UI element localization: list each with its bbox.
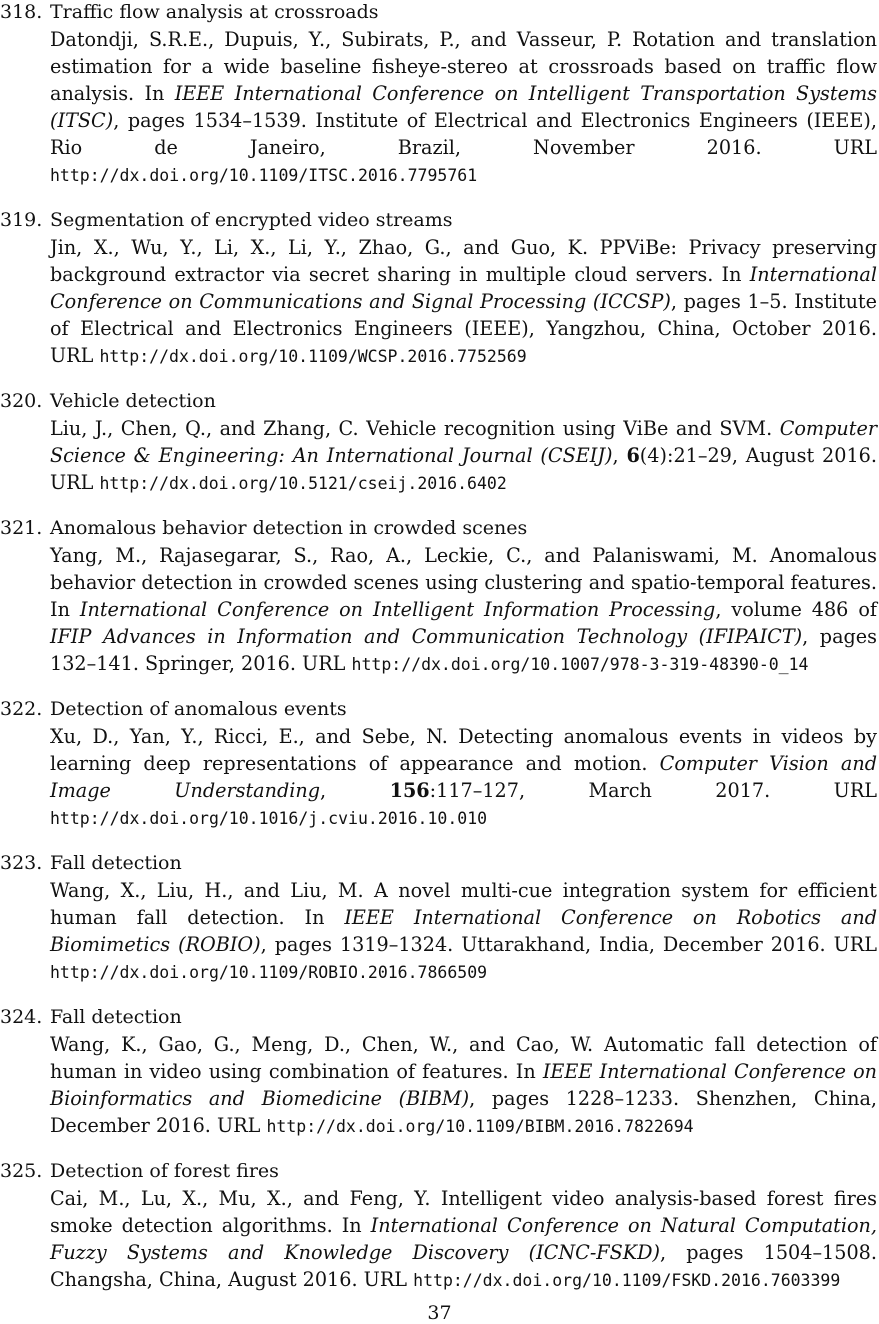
reference-citation: Jin, X., Wu, Y., Li, X., Li, Y., Zhao, G., and Guo, K. PPViBe: Privacy preserving background extractor via secret sharing in multiple cloud servers. In International Conference on Communications and Signal Processing (ICCSP), pages 1–5. Institute of Electrical and Electronics Engineers (IEEE), Yangzhou, China, October 2016. URL http://dx.doi.org/10.1109/WCSP.2016.7752569 (50, 236, 877, 367)
reference-authors: Datondji, S.R.E., Dupuis, Y., Subirats, P., and Vasseur, P. (50, 28, 623, 51)
reference-url[interactable]: http://dx.doi.org/10.1109/BIBM.2016.7822694 (266, 1117, 694, 1136)
reference-authors: Jin, X., Wu, Y., Li, X., Li, Y., Zhao, G., and Guo, K. (50, 236, 589, 259)
reference-authors: Wang, X., Liu, H., and Liu, M. (50, 879, 364, 902)
reference-details: , pages 132–141. Springer, 2016. URL (50, 625, 878, 675)
reference-title: Anomalous behavior detection in crowded scenes using clustering and spatio-temporal features. (50, 544, 877, 594)
reference-topic: Vehicle detection (50, 390, 216, 412)
reference-series: IFIP Advances in Information and Communication Technology (IFIPAICT) (50, 625, 803, 648)
reference-entry-325 (0, 1158, 879, 1294)
reference-topic: Traffic flow analysis at crossroads (50, 1, 379, 23)
reference-title: Detecting anomalous events in videos by learning deep representations of appearance and motion. (50, 725, 877, 775)
reference-url[interactable]: http://dx.doi.org/10.1109/WCSP.2016.7752569 (99, 347, 527, 366)
reference-entry-321 (0, 515, 879, 678)
reference-entry-323 (0, 850, 879, 986)
reference-url[interactable]: http://dx.doi.org/10.1109/ITSC.2016.7795761 (50, 166, 478, 185)
reference-venue: Computer Vision and Image Understanding (50, 752, 877, 802)
reference-authors: Xu, D., Yan, Y., Ricci, E., and Sebe, N. (50, 725, 448, 748)
reference-topic: Fall detection (50, 852, 182, 874)
reference-number: 318. (0, 1, 43, 23)
reference-number: 322. (0, 698, 43, 720)
reference-venue: IEEE International Conference on Intelligent Transportation Systems (ITSC) (50, 82, 877, 132)
reference-venue: International Conference on Natural Computation, Fuzzy Systems and Knowledge Discovery (ICNC-FSKD) (50, 1214, 877, 1264)
page-number: 37 (427, 1302, 452, 1324)
reference-details: , pages 1319–1324. Uttarakhand, India, December 2016. URL (260, 933, 877, 956)
reference-details: (4):21–29, August 2016. URL (50, 444, 877, 494)
reference-authors: Liu, J., Chen, Q., and Zhang, C. (50, 417, 359, 440)
reference-number: 324. (0, 1006, 43, 1028)
reference-details: , pages 1534–1539. Institute of Electrical and Electronics Engineers (IEEE), Rio de Janeiro, Brazil, November 2016. URL (50, 109, 877, 159)
reference-url[interactable]: http://dx.doi.org/10.1016/j.cviu.2016.10.010 (50, 809, 488, 828)
reference-title: PPViBe: Privacy preserving background extractor via secret sharing in multiple cloud servers. (50, 236, 877, 286)
reference-citation: Yang, M., Rajasegarar, S., Rao, A., Leckie, C., and Palaniswami, M. Anomalous behavior detection in crowded scenes using clustering and spatio-temporal features. In International Conference on Intelligent Information Processing, volume 486 of IFIP Advances in Information and Communication Technology (IFIPAICT), pages 132–141. Springer, 2016. URL http://dx.doi.org/10.1007/978-3-319-48390-0_14 (50, 544, 878, 675)
reference-details: , pages 1504–1508. Changsha, China, August 2016. URL (50, 1241, 877, 1291)
reference-title: A novel multi-cue integration system for efficient human fall detection. (50, 879, 877, 929)
reference-citation: Xu, D., Yan, Y., Ricci, E., and Sebe, N. Detecting anomalous events in videos by learning deep representations of appearance and motion. Computer Vision and Image Understanding, 156:117–127, March 2017. URL http://dx.doi.org/10.1016/j.cviu.2016.10.010 (50, 725, 878, 828)
reference-volume: 6 (626, 444, 640, 467)
reference-number: 321. (0, 517, 43, 539)
reference-topic: Anomalous behavior detection in crowded scenes (50, 517, 528, 539)
reference-authors: Cai, M., Lu, X., Mu, X., and Feng, Y. (50, 1187, 431, 1210)
reference-entry-319 (0, 207, 879, 370)
reference-authors: Wang, K., Gao, G., Meng, D., Chen, W., and Cao, W. (50, 1033, 594, 1056)
reference-venue: IEEE International Conference on Bioinformatics and Biomedicine (BIBM) (50, 1060, 878, 1110)
reference-citation: Liu, J., Chen, Q., and Zhang, C. Vehicle recognition using ViBe and SVM. Computer Science & Engineering: An International Journal (CSEIJ), 6(4):21–29, August 2016. URL http://dx.doi.org/10.5121/cseij.2016.6402 (50, 417, 877, 494)
reference-citation: Wang, X., Liu, H., and Liu, M. A novel multi-cue integration system for efficient human fall detection. In IEEE International Conference on Robotics and Biomimetics (ROBIO), pages 1319–1324. Uttarakhand, India, December 2016. URL http://dx.doi.org/10.1109/ROBIO.2016.7866509 (50, 879, 877, 982)
reference-title: Vehicle recognition using ViBe and SVM. (366, 417, 773, 440)
reference-topic: Detection of forest fires (50, 1160, 279, 1182)
reference-citation: Wang, K., Gao, G., Meng, D., Chen, W., and Cao, W. Automatic fall detection of human in video using combination of features. In IEEE International Conference on Bioinformatics and Biomedicine (BIBM), pages 1228–1233. Shenzhen, China, December 2016. URL http://dx.doi.org/10.1109/BIBM.2016.7822694 (50, 1033, 878, 1137)
reference-title: Rotation and translation estimation for a wide baseline fisheye-stereo at crossroads based on traffic flow analysis. (50, 28, 878, 105)
reference-url[interactable]: http://dx.doi.org/10.1109/FSKD.2016.7603399 (413, 1271, 841, 1290)
reference-entry-324 (0, 1004, 879, 1140)
reference-url[interactable]: http://dx.doi.org/10.1109/ROBIO.2016.7866509 (50, 963, 488, 982)
reference-url[interactable]: http://dx.doi.org/10.5121/cseij.2016.6402 (99, 474, 507, 493)
reference-details: :117–127, March 2017. URL (429, 779, 878, 802)
reference-details: , pages 1228–1233. Shenzhen, China, December 2016. URL (50, 1087, 878, 1137)
reference-number: 325. (0, 1160, 43, 1182)
reference-entry-320 (0, 388, 879, 497)
reference-number: 319. (0, 209, 43, 231)
reference-venue: International Conference on Intelligent Information Processing (79, 598, 716, 621)
reference-citation: Datondji, S.R.E., Dupuis, Y., Subirats, P., and Vasseur, P. Rotation and translation estimation for a wide baseline fisheye-stereo at crossroads based on traffic flow analysis. In IEEE International Conference on Intelligent Transportation Systems (ITSC), pages 1534–1539. Institute of Electrical and Electronics Engineers (IEEE), Rio de Janeiro, Brazil, November 2016. URL http://dx.doi.org/10.1109/ITSC.2016.7795761 (50, 28, 878, 185)
reference-details: , pages 1–5. Institute of Electrical and Electronics Engineers (IEEE), Yangzhou, China, October 2016. URL (50, 290, 877, 367)
reference-venue: Computer Science & Engineering: An International Journal (CSEIJ) (50, 417, 877, 467)
reference-venue: International Conference on Communications and Signal Processing (ICCSP) (50, 263, 877, 313)
reference-number: 320. (0, 390, 43, 412)
reference-volume: 156 (389, 779, 430, 802)
reference-volume-text: , volume 486 of (715, 598, 877, 621)
reference-topic: Segmentation of encrypted video streams (50, 209, 453, 231)
reference-authors: Yang, M., Rajasegarar, S., Rao, A., Leckie, C., and Palaniswami, M. (50, 544, 758, 567)
reference-number: 323. (0, 852, 43, 874)
reference-venue: IEEE International Conference on Robotics and Biomimetics (ROBIO) (50, 906, 877, 956)
reference-citation: Cai, M., Lu, X., Mu, X., and Feng, Y. Intelligent video analysis-based forest fires smoke detection algorithms. In International Conference on Natural Computation, Fuzzy Systems and Knowledge Discovery (ICNC-FSKD), pages 1504–1508. Changsha, China, August 2016. URL http://dx.doi.org/10.1109/FSKD.2016.7603399 (50, 1187, 878, 1291)
reference-title: Automatic fall detection of human in video using combination of features. (50, 1033, 877, 1083)
reference-topic: Fall detection (50, 1006, 182, 1028)
reference-entry-322 (0, 696, 879, 832)
reference-url[interactable]: http://dx.doi.org/10.1007/978-3-319-48390-0_14 (351, 655, 809, 674)
reference-topic: Detection of anomalous events (50, 698, 347, 720)
reference-title: Intelligent video analysis-based forest fires smoke detection algorithms. (50, 1187, 878, 1237)
reference-entry-318 (0, 0, 879, 189)
